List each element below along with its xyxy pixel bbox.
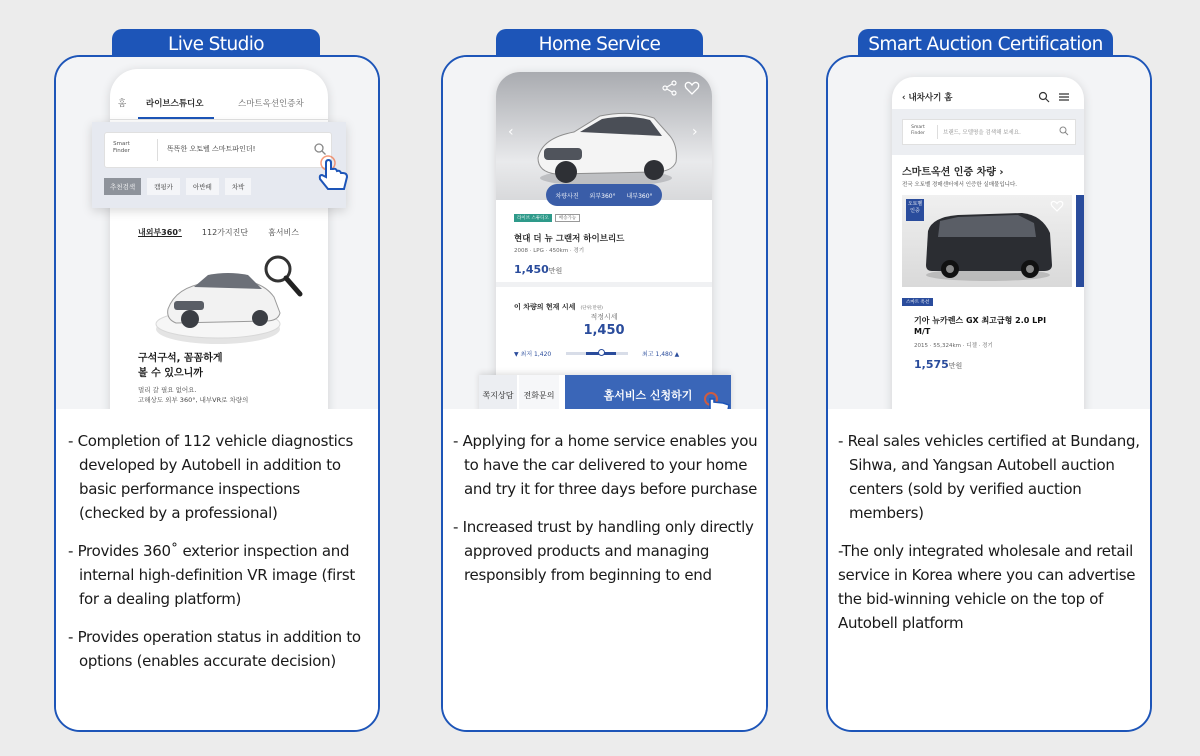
car-specs: 2008 · LPG · 450km · 경기 (514, 248, 585, 254)
headline-line-1: 구석구석, 꼼꼼하게 (138, 353, 223, 364)
phone-mockup (892, 77, 1084, 409)
search-placeholder: 브랜드, 모델명을 검색해 보세요. (943, 130, 1021, 136)
smart-auction-tag: 스마트 옥션 (902, 298, 933, 306)
price-range-bar (566, 352, 628, 355)
view-ext-360[interactable]: 외부360° (589, 192, 616, 200)
price-unit: 만원 (948, 362, 963, 370)
chip-row (104, 178, 251, 195)
headline-line-2: 볼 수 있으니까 (138, 368, 203, 379)
badge-delivery: 배송가능 (555, 214, 580, 222)
section-title[interactable]: 스마트옥션 인증 차량 › (902, 167, 1004, 178)
tab-smart-auction[interactable]: Smart Auction Certification (858, 29, 1113, 59)
chip-chabak[interactable]: 차박 (225, 178, 252, 195)
view-photo[interactable]: 차량사진 (555, 192, 579, 200)
badge-live-studio: 라이브 스튜디오 (514, 214, 552, 222)
chip-recommended[interactable]: 추천검색 (104, 178, 141, 195)
smart-finder-card (92, 122, 346, 208)
search-icon[interactable] (1059, 126, 1069, 136)
bullet: - Increased trust by handling only directly approved products and managing responsibly from beginning to end (453, 518, 754, 584)
bullet: - Real sales vehicles certified at Bundang, Sihwa, and Yangsan Autobell auction centers (sold by verified auction members) (838, 432, 1140, 522)
bullet: - Provides 360˚ exterior inspection and internal high-definition VR image (first for a dealing platform) (68, 542, 355, 608)
heart-icon[interactable] (1050, 199, 1064, 213)
market-unit: (단위:만원) (580, 306, 603, 311)
home-service-screenshot (443, 57, 766, 409)
tab-home-service[interactable]: Home Service (496, 29, 703, 59)
car-name: 현대 더 뉴 그랜저 하이브리드 (514, 234, 625, 244)
nav-live-studio[interactable]: 라이브스튜디오 (146, 99, 204, 109)
max-price: 최고 1,480 ▲ (642, 351, 680, 358)
bullet: - Provides operation status in addition to options (enables accurate decision) (68, 628, 361, 670)
panel-home-service (441, 55, 768, 732)
back-icon[interactable]: ‹ (902, 93, 909, 103)
fair-value: 1,450 (583, 323, 625, 338)
phone-mockup (110, 69, 328, 409)
call-button[interactable]: 전화문의 (519, 375, 559, 409)
panel-smart-auction (826, 55, 1152, 732)
sub-tab-home-service[interactable]: 홈서비스 (268, 228, 299, 237)
pointer-hand-icon (701, 391, 731, 409)
vehicle-specs: 2015 · 55,324km · 디젤 · 경기 (914, 343, 993, 349)
market-title: 이 차량의 현재 시세 (514, 303, 576, 311)
share-icon[interactable] (662, 80, 678, 96)
search-box[interactable]: Smart Finder 브랜드, 모델명을 검색해 보세요. (902, 119, 1076, 145)
section-subtitle: 전국 오토벨 경매센터에서 인증한 실매물입니다. (902, 182, 1018, 188)
menu-icon[interactable] (1058, 91, 1070, 103)
search-icon[interactable] (1038, 91, 1050, 103)
search-placeholder: 똑똑한 오토벨 스마트파인더! (167, 145, 256, 153)
prev-arrow-icon[interactable]: ‹ (508, 124, 514, 140)
bullet: -The only integrated wholesale and retail service in Korea where you can advertise the bid-winning vehicle on the top of Autobell platform (838, 542, 1136, 632)
fair-label: 적정시세 (590, 313, 618, 321)
bullet: - Completion of 112 vehicle diagnostics developed by Autobell in addition to basic performance inspections (checked by a professional) (68, 432, 353, 522)
search-box[interactable]: Smart Finder 똑똑한 오토벨 스마트파인더! (104, 132, 332, 168)
certified-badge: 오토벨 인증 (906, 199, 924, 221)
price-unit: 만원 (548, 267, 563, 275)
sub-tab-diagnostics[interactable]: 112가지진단 (201, 228, 249, 237)
live-studio-description (56, 409, 378, 730)
pointer-hand-icon (314, 153, 356, 193)
home-service-apply-button[interactable]: 홈서비스 신청하기 (565, 375, 731, 409)
tab-live-studio[interactable]: Live Studio (112, 29, 320, 59)
car-price: 1,450 (514, 263, 549, 276)
view-toggle (546, 184, 662, 206)
next-arrow-icon[interactable]: › (692, 124, 698, 140)
smart-auction-description (828, 409, 1150, 730)
note-consult-button[interactable]: 쪽지상담 (479, 375, 517, 409)
nav-smart-auction[interactable]: 스마트옥션인증차 (238, 99, 304, 109)
car-photo (496, 72, 712, 200)
phone-mockup (496, 72, 712, 409)
view-int-360[interactable]: 내부360° (626, 192, 653, 200)
heart-icon[interactable] (684, 80, 700, 96)
vehicle-price: 1,575 (914, 358, 949, 371)
bottom-action-bar (479, 375, 731, 409)
live-studio-screenshot (56, 57, 378, 409)
sub-tabs (138, 227, 299, 238)
header-title: ‹ 내차사기 홈 (902, 93, 953, 103)
vehicle-name: 기아 뉴카렌스 GX 최고급형 2.0 LPI M/T (914, 316, 1047, 336)
nav-home[interactable]: 홈 (118, 99, 127, 109)
body-line-1: 멀리 갈 필요 없어요. (138, 386, 197, 394)
home-service-description (443, 409, 766, 730)
bullet: - Applying for a home service enables you to have the car delivered to your home and try it for three days before purchase (453, 432, 758, 498)
vehicle-photo[interactable] (902, 195, 1072, 287)
min-price: ▼ 최저 1,420 (514, 351, 552, 358)
body-line-2: 고해상도 외부 360°, 내부VR로 차량의 (138, 396, 249, 404)
smart-auction-screenshot (828, 57, 1150, 409)
studio-car-image (136, 247, 306, 347)
chip-avante[interactable]: 아반떼 (186, 178, 219, 195)
chip-camping[interactable]: 캠핑카 (147, 178, 180, 195)
search-area (892, 109, 1084, 155)
top-nav (118, 97, 328, 109)
panel-live-studio (54, 55, 380, 732)
sub-tab-360[interactable]: 내외부360° (138, 228, 182, 237)
